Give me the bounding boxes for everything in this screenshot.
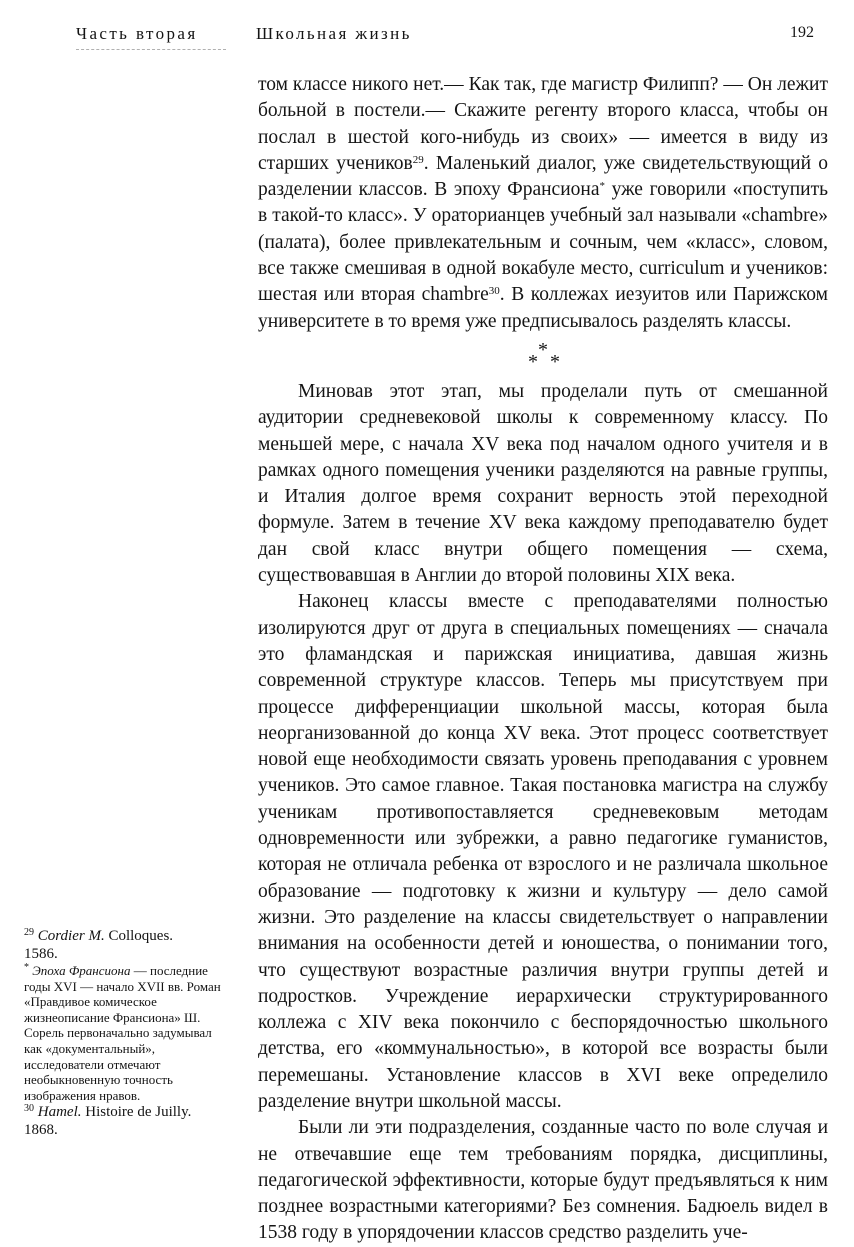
footnote-year: 1868. [24, 1122, 58, 1139]
page-number: 192 [790, 24, 814, 41]
paragraph: Наконец классы вместе с преподавателями полностью изолируются друг от друга в специальных помещениях — сначала это фламандская и парижская инициатива, давшая жизнь современной структуре классов. Теперь мы присутствуем при процессе дифференциации школьной массы, которая была неорганизованной до конца XV века. Этот процесс соответствует новой еще необходимости связать уровень преподавания с уровнем учеников. Это самое главное. Такая постановка магистра на службу ученикам противопоставляется средневековым методам одновременности или зубрежки, а равно педагогике гуманистов, которая не отличала ребенка от взрослого и не различала школьное образование — подготовку к жизни и культуру — дело самой жизни. Это разделение на классы свидетельствует о направлении внимания на особенности детей и юношества, о понимании того, что существуют возрастные различия внутри группы детей и подростков. Учреждение иерархически структурированного коллежа с XIV века покончило с беспорядочностью школьного детства, его «коммунальностью», в которой все возрасты были перемешаны. Установление классов в XVI веке определило разделение внутри школьной массы. [258, 591, 828, 1112]
paragraph-continued [258, 72, 828, 335]
part-title: Часть вторая [76, 24, 198, 43]
footnote-30 [24, 1103, 230, 1139]
paragraph-text: уже говорили «поступить в такой-то класс». У ораторианцев учебный зал называли «chambre» (палата), более привлекательным и сочным, чем «класс», словом, все также смешивая в одной вокабуле место, curriculum и учеников: шестая или вторая chambre [258, 179, 828, 306]
footnote-number: 29 [24, 927, 34, 938]
footnote-star [24, 963, 230, 1103]
footnote-author: Hamel. [37, 1104, 82, 1121]
section-break-asterism [258, 335, 828, 379]
chapter-title: Школьная жизнь [256, 24, 412, 43]
paragraph-text: . В коллежах иезуитов или Парижском университете в то время уже предписывалось разделять классы. [258, 284, 828, 332]
paragraph-text: . Маленький диалог, уже свидетельствующий о разделении классов. В эпоху Франсиона [258, 152, 828, 201]
main-text-column [258, 72, 828, 1247]
footnote-author: Cordier M. [37, 928, 105, 944]
footnote-term: Эпоха Франсиона [32, 963, 131, 978]
footnote-ref-30[interactable]: 30 [488, 285, 500, 298]
asterism-star: * [528, 350, 538, 373]
paragraph: Были ли эти подразделения, созданные часто по воле случая и не отвечавшие еще тем требованиям порядка, дисциплины, педагогической эффективности, которые будут предъявляться к ним позднее возрастными категориями? Без сомнения. Бадюель видел в 1538 году в упорядочении классов средство разделить уче- [258, 1117, 828, 1244]
footnote-title: Histoire de Juilly. [85, 1104, 192, 1121]
asterism-star: * [550, 350, 560, 373]
asterism-star: * [538, 338, 548, 361]
footnote-29 [24, 927, 230, 963]
footnote-number: 30 [24, 1103, 34, 1115]
footnote-ref-star[interactable]: * [599, 180, 605, 193]
footnote-year: 1586. [24, 946, 58, 962]
footnote-text: — последние годы XVI — начало XVII вв. Роман «Правдивое комическое жизнеописание Франсиона» Ш. Сорель первоначально задумывал как «документальный», исследователи отмечают необыкновенную точность изображения нравов. [24, 963, 221, 1103]
footnote-symbol: * [24, 962, 29, 973]
footnote-ref-29[interactable]: 29 [412, 153, 424, 166]
footnotes-margin [24, 927, 230, 1139]
running-header [0, 24, 854, 48]
paragraph: Миновав этот этап, мы проделали путь от смешанной аудитории средневековой школы к современному классу. По меньшей мере, с начала XV века под началом одного учителя и в рамках одного помещения ученики разделяются на равные группы, и Италия долгое время сохранит верность этой переходной формуле. Затем в течение XV века каждому преподавателю будет дан свой класс внутри общего помещения — схема, существовавшая в Англии до второй половины XIX века. [258, 380, 828, 587]
paragraph-text: том классе никого нет.— Как так, где магистр Филипп? — Он лежит больной в постели.— Скажите регенту второго класса, чтобы он послал в шестой кого-нибудь из своих» — имеется в виду из старших учеников [258, 74, 828, 174]
footnote-title: Colloques. [108, 928, 174, 944]
header-rule [76, 49, 226, 50]
